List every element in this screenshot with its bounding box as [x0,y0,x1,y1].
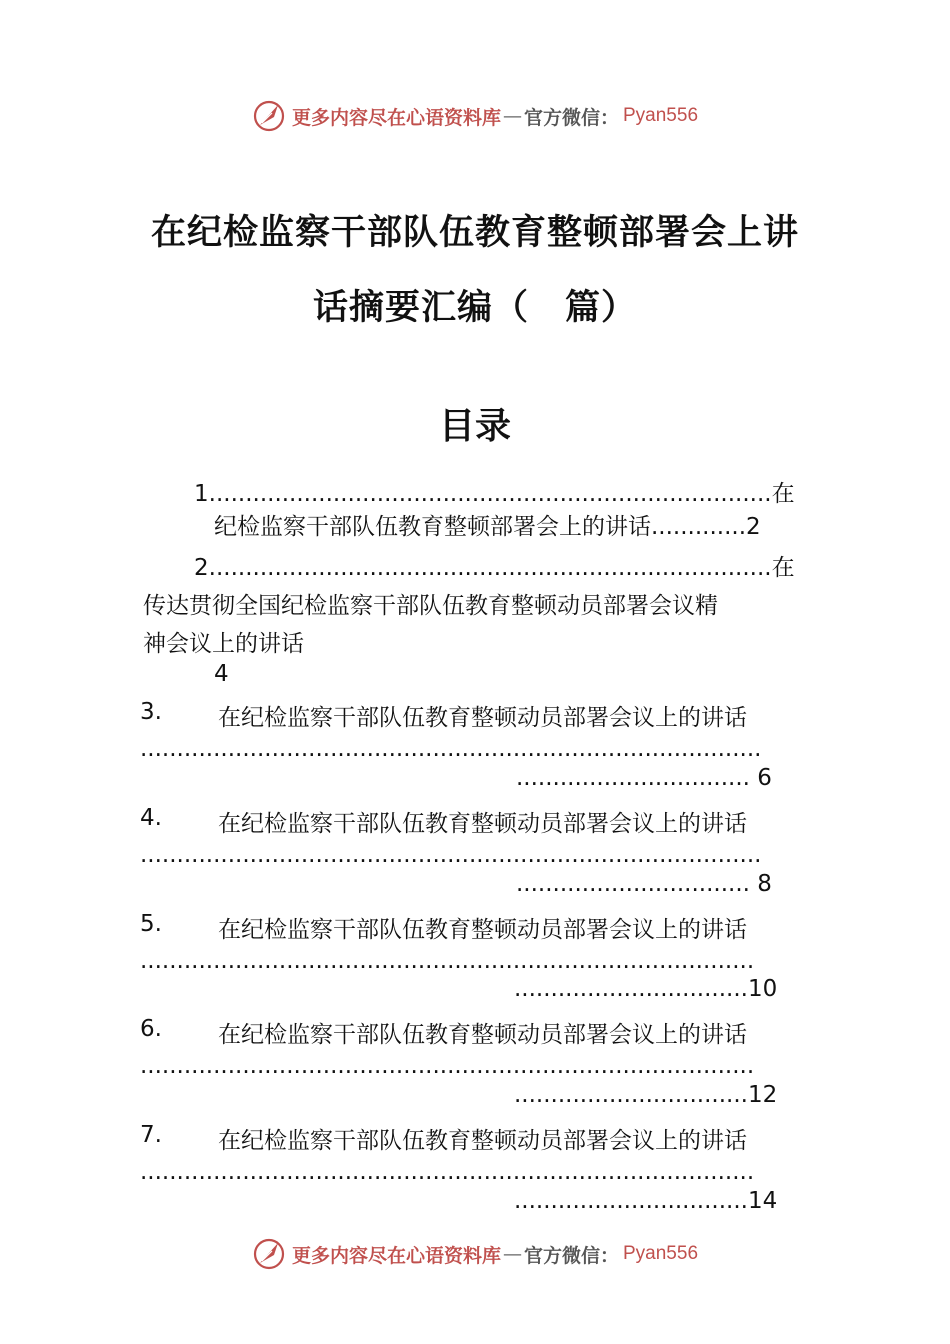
toc-leader-dots: .................................................................................... [140,1159,755,1185]
toc-leader-dots: ............................................................................. [208,555,772,581]
toc-entry-number: 7. [140,1122,162,1148]
toc-leader-dots: ................................ [516,765,758,791]
toc-entry-page: 8 [757,871,772,897]
toc-leader-dots: ............................................................................. [208,481,772,507]
toc-leader-dots: ................................ [514,1082,748,1108]
quill-logo-icon [252,99,286,133]
watermark-separator: — [502,1243,522,1265]
header-watermark [0,96,950,136]
toc-entry-title: 在纪检监察干部队伍教育整顿动员部署会议上的讲话 [218,705,747,731]
toc-entry-title: 在纪检监察干部队伍教育整顿动员部署会议上的讲话 [218,811,747,837]
toc-entry-page: 2 [746,514,761,540]
toc-entry-title-start: 在 [771,481,795,507]
document-title-line1: 在纪检监察干部队伍教育整顿部署会上讲 [150,212,799,253]
watermark-brand: 更多内容尽在心语资料库 [291,1244,501,1267]
toc-entry-title: 纪检监察干部队伍教育整顿部署会上的讲话 [214,514,651,540]
watermark-wechat-label: 官方微信： [523,106,619,129]
toc-entry-page: 14 [747,1188,778,1214]
watermark-wechat-label: 官方微信： [523,1244,619,1267]
toc-entry-title: 神会议上的讲话 [143,631,304,657]
toc-heading: 目录 [438,405,511,447]
watermark-wechat-id: Pyan556 [623,105,699,126]
toc-leader-dots: ............. [651,514,747,540]
toc-entry-number: 4. [140,805,162,831]
toc-entry-title: 在纪检监察干部队伍教育整顿动员部署会议上的讲话 [218,917,747,943]
toc-entry-title: 在纪检监察干部队伍教育整顿动员部署会议上的讲话 [218,1022,747,1048]
toc-entry-title: 传达贯彻全国纪检监察干部队伍教育整顿动员部署会议精 [143,593,718,619]
toc-leader-dots: .................................................................................... [140,1053,755,1079]
toc-entry-page: 6 [757,765,772,791]
toc-entry-page: 4 [214,661,229,687]
toc-leader-dots: .................................................................................... [140,948,755,974]
toc-entry-number: 2 [194,555,209,581]
toc-leader-dots: ................................ [514,976,748,1002]
document-title-line2: 话摘要汇编（ 篇） [312,287,637,328]
quill-logo-icon [252,1237,286,1271]
toc-entry-title-start: 在 [771,555,795,581]
watermark-separator: — [502,105,522,127]
watermark-wechat-id: Pyan556 [623,1243,699,1264]
toc-leader-dots: ..................................................................................... [140,842,762,868]
toc-leader-dots: ................................ [514,1188,748,1214]
toc-entry-number: 5. [140,911,162,937]
toc-entry-number: 3. [140,699,162,725]
toc-leader-dots: ................................ [516,871,758,897]
toc-entry-number: 1 [194,481,209,507]
toc-entry-page: 12 [747,1082,778,1108]
toc-leader-dots: ..................................................................................... [140,736,762,762]
watermark-brand: 更多内容尽在心语资料库 [291,106,501,129]
toc-entry-page: 10 [747,976,778,1002]
footer-watermark [0,1234,950,1274]
toc-entry-number: 6. [140,1016,162,1042]
toc-entry-title: 在纪检监察干部队伍教育整顿动员部署会议上的讲话 [218,1128,747,1154]
